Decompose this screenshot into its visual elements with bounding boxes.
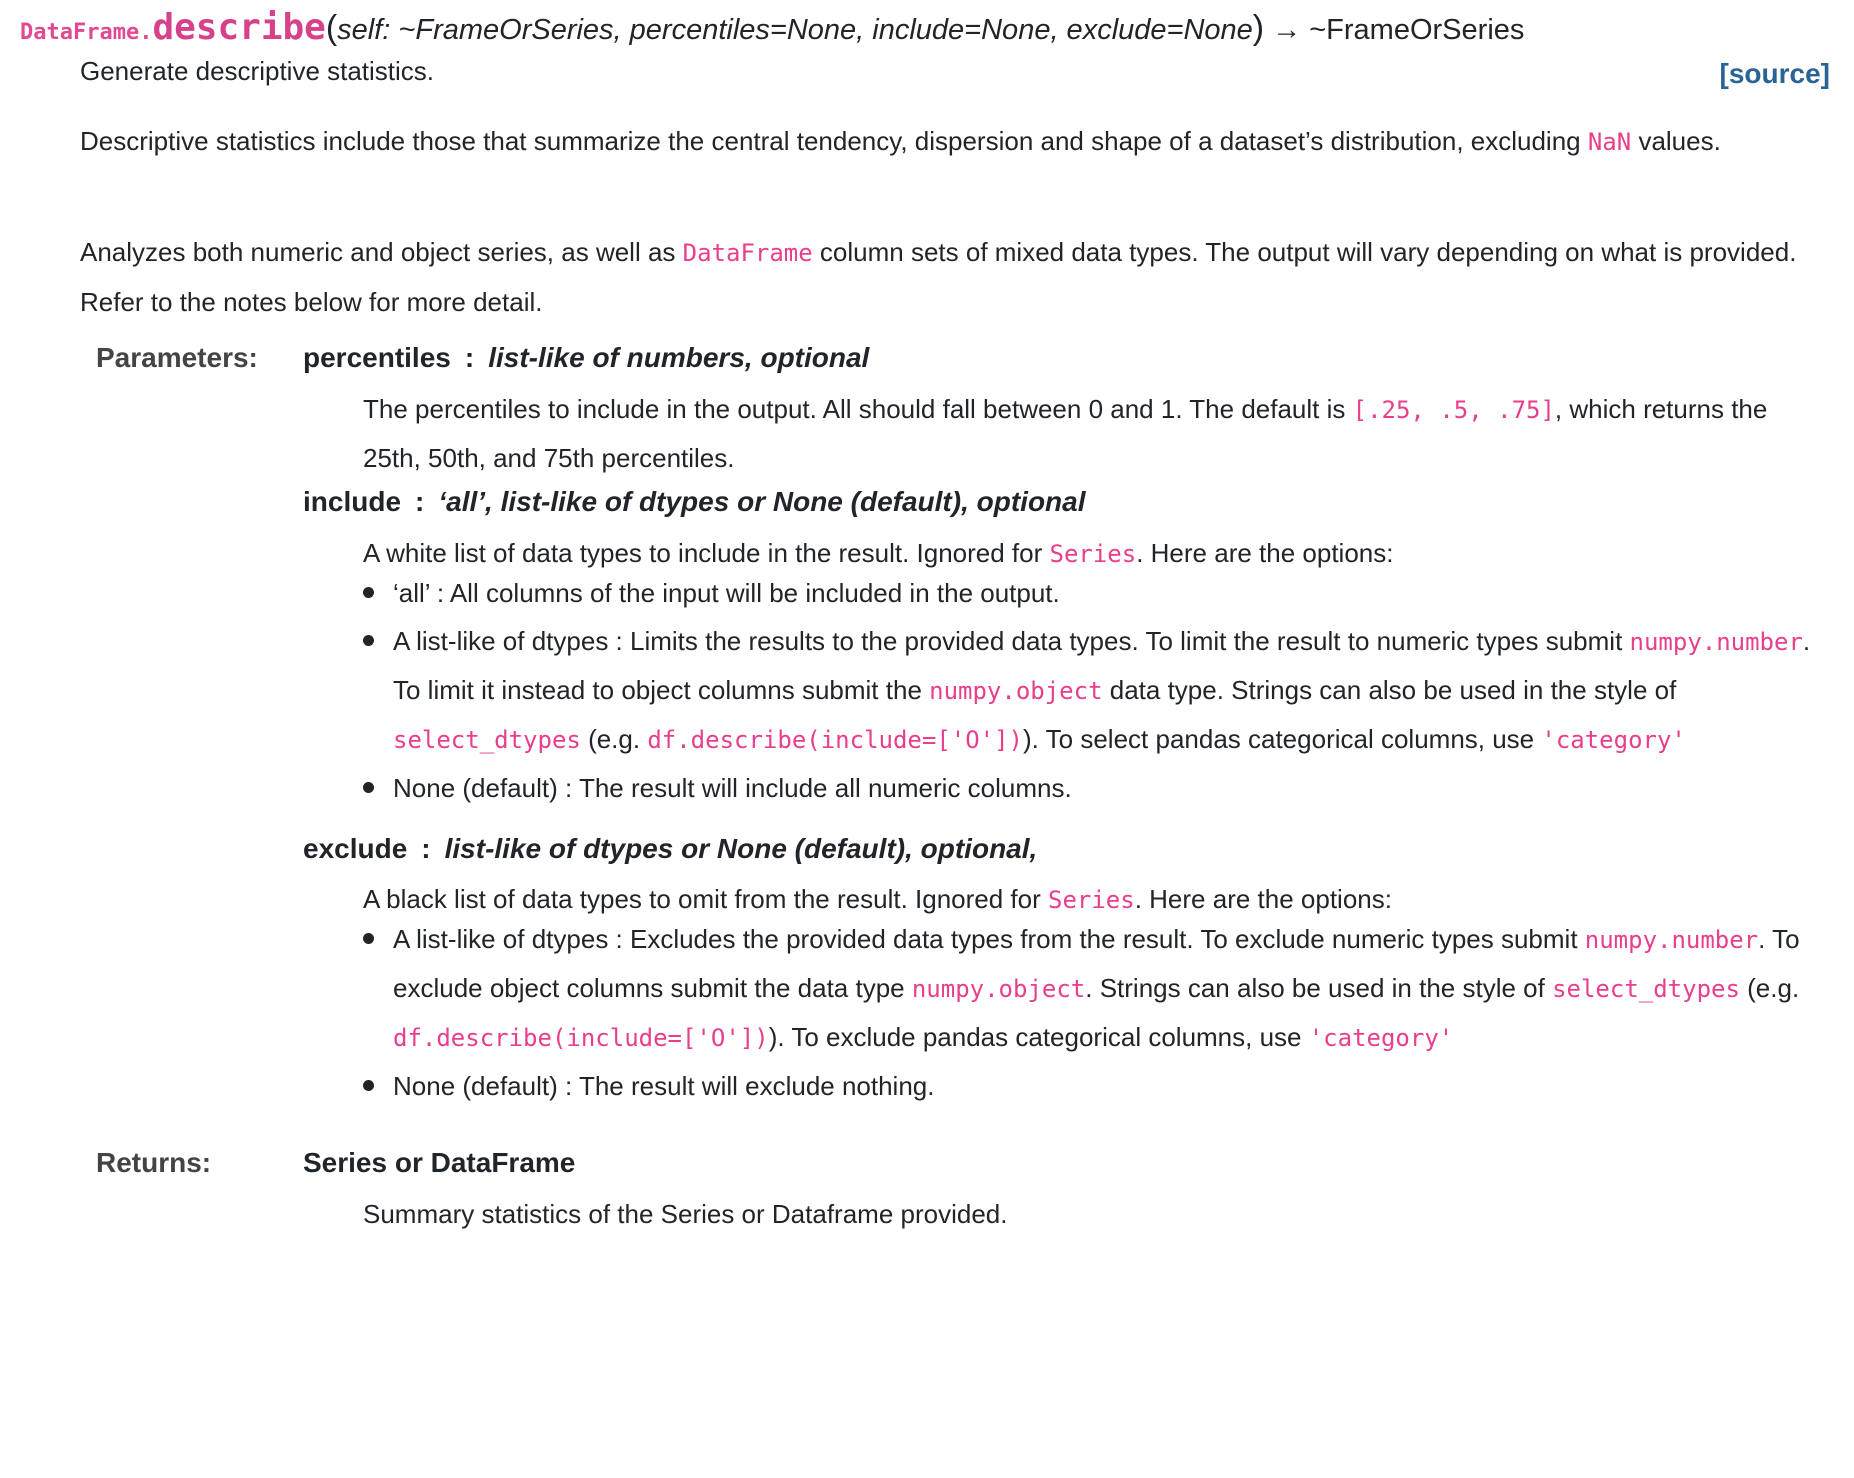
inline-code[interactable]: numpy.number <box>1629 628 1803 656</box>
list-item-text: A list-like of dtypes : Excludes the provided data types from the result. To exclude numeric types submit <box>393 924 1585 954</box>
param-exclude-header <box>303 833 1037 865</box>
description-paragraph-2 <box>80 228 1810 327</box>
parameters-label: Parameters: <box>96 342 258 373</box>
param-percentiles-header <box>303 342 869 374</box>
param-text: , which returns the 25th, 50th, and 75th percentiles. <box>363 394 1768 473</box>
list-item <box>363 915 1825 1062</box>
param-text: A black list of data types to omit from the result. Ignored for <box>363 884 1048 914</box>
paragraph-text: Descriptive statistics include those that summarize the central tendency, dispersion and shape of a dataset’s distribution, excluding <box>80 126 1588 156</box>
param-text: . Here are the options: <box>1136 538 1394 568</box>
bullet-icon <box>363 933 374 944</box>
param-type: list-like of numbers, optional <box>488 342 870 373</box>
class-prefix: DataFrame. <box>20 20 153 45</box>
list-item <box>363 764 1825 812</box>
returns-description: Summary statistics of the Series or Dataframe provided. <box>363 1199 1008 1229</box>
inline-code: [.25, .5, .75] <box>1352 396 1555 424</box>
param-text: The percentiles to include in the output. All should fall between 0 and 1. The default is <box>363 394 1353 424</box>
param-name: percentiles <box>303 342 451 373</box>
param-colon: : <box>415 486 425 517</box>
bullet-icon <box>363 782 374 793</box>
signature-params: self: ~FrameOrSeries, percentiles=None, include=None, exclude=None <box>337 14 1253 46</box>
bullet-icon <box>363 587 374 598</box>
inline-code: NaN <box>1587 128 1632 156</box>
param-type: ‘all’, list-like of dtypes or None (default), optional <box>438 486 1086 517</box>
list-item-text: None (default) : The result will include all numeric columns. <box>393 773 1072 803</box>
inline-code: df.describe(include=['O']) <box>393 1024 769 1052</box>
list-item-text: ). To exclude pandas categorical columns, use <box>768 1022 1309 1052</box>
param-colon: : <box>464 342 475 373</box>
inline-code[interactable]: numpy.object <box>929 677 1103 705</box>
list-item-text: data type. Strings can also be used in the style of <box>1102 675 1677 705</box>
inline-code: 'category' <box>1541 726 1686 754</box>
inline-code[interactable]: select_dtypes <box>393 726 581 754</box>
include-options-list <box>363 569 1825 812</box>
list-item <box>363 569 1825 617</box>
param-text: A white list of data types to include in the result. Ignored for <box>363 538 1050 568</box>
list-item-text: None (default) : The result will exclude nothing. <box>393 1071 935 1101</box>
list-item-text: (e.g. <box>580 724 648 754</box>
inline-code: 'category' <box>1308 1024 1454 1052</box>
list-item <box>363 617 1825 764</box>
inline-code[interactable]: Series <box>1049 540 1137 568</box>
paragraph-text: Analyzes both numeric and object series, as well as <box>80 237 683 267</box>
bullet-icon <box>363 1080 374 1091</box>
param-percentiles-description <box>363 385 1813 482</box>
inline-code[interactable]: numpy.number <box>1584 926 1759 954</box>
param-colon: : <box>421 833 431 864</box>
inline-code[interactable]: Series <box>1048 886 1135 914</box>
inline-code[interactable]: numpy.object <box>911 975 1086 1003</box>
param-text: . Here are the options: <box>1134 884 1392 914</box>
list-item-text: . To limit it instead to object columns submit the <box>393 626 1811 705</box>
function-name: describe <box>152 7 326 48</box>
return-type: ~FrameOrSeries <box>1309 14 1525 46</box>
summary-text: Generate descriptive statistics. <box>80 56 435 86</box>
paragraph-text: column sets of mixed data types. The output will vary depending on what is provided. Refer to the notes below for more detail. <box>80 237 1797 317</box>
list-item-text: ‘all’ : All columns of the input will be included in the output. <box>393 578 1060 608</box>
source-link[interactable]: [source] <box>1719 58 1830 89</box>
inline-code: df.describe(include=['O']) <box>647 726 1024 754</box>
description-paragraph-1 <box>80 117 1810 167</box>
param-name: exclude <box>303 833 408 864</box>
open-paren: ( <box>325 9 338 47</box>
list-item-text: . Strings can also be used in the style of <box>1085 973 1553 1003</box>
inline-code[interactable]: DataFrame <box>682 239 813 267</box>
returns-label: Returns: <box>96 1147 212 1178</box>
list-item-text: (e.g. <box>1739 973 1800 1003</box>
bullet-icon <box>363 635 374 646</box>
param-name: include <box>303 486 402 517</box>
list-item <box>363 1062 1825 1110</box>
close-paren: ) <box>1252 9 1265 47</box>
list-item-text: . To exclude object columns submit the data type <box>393 924 1800 1003</box>
param-include-header <box>303 486 1086 518</box>
param-type: list-like of dtypes or None (default), optional, <box>444 833 1038 864</box>
exclude-options-list <box>363 915 1825 1110</box>
returns-type-header <box>303 1147 575 1179</box>
list-item-text: ). To select pandas categorical columns, use <box>1023 724 1542 754</box>
paragraph-text: values. <box>1631 126 1721 156</box>
return-type-name: Series or DataFrame <box>303 1147 576 1178</box>
return-arrow: → <box>1272 14 1302 46</box>
list-item-text: A list-like of dtypes : Limits the results to the provided data types. To limit the result to numeric types submit <box>393 626 1630 656</box>
inline-code[interactable]: select_dtypes <box>1552 975 1740 1003</box>
